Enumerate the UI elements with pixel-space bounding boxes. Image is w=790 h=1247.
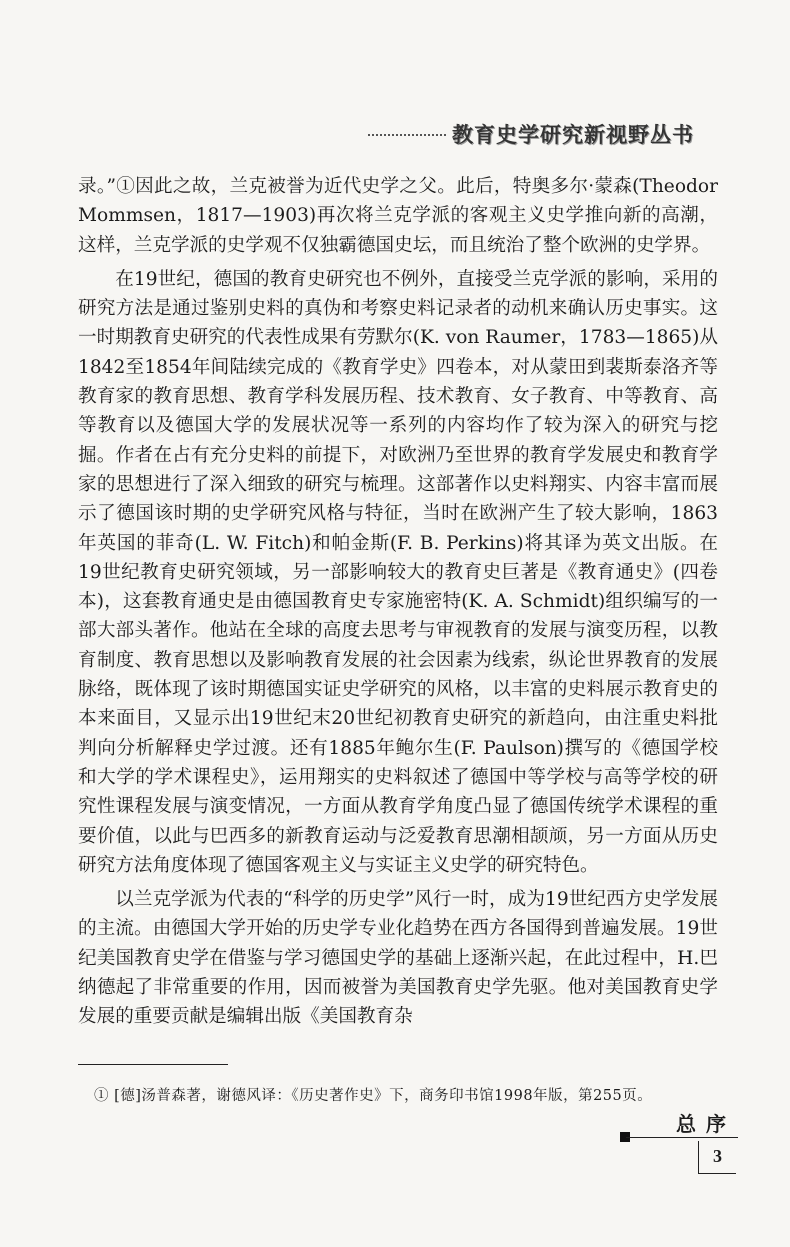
footnote-divider [78,1064,228,1065]
running-header [368,118,698,152]
page-number: 3 [698,1141,736,1174]
main-text [78,172,718,1037]
footer-rule [626,1137,738,1138]
paragraph-1: 录。”①因此之故，兰克被誉为近代史学之父。此后，特奥多尔·蒙森(Theodor Mommsen，1817—1903)再次将兰克学派的客观主义史学推向新的高潮，这样，兰克学派的史学观不仅独霸德国史坛，而且统治了整个欧洲的史学界。 [78,176,718,256]
paragraph-2: 在19世纪，德国的教育史研究也不例外，直接受兰克学派的影响，采用的研究方法是通过鉴别史料的真伪和考察史料记录者的动机来确认历史事实。这一时期教育史研究的代表性成果有劳默尔(K. von Raumer，1783—1865)从1842至1854年间陆续完成的《教育学史》四卷本，对从蒙田到裴斯泰洛齐等教育家的教育思想、教育学科发展历程、技术教育、女子教育、中等教育、高等教育以及德国大学的发展状况等一系列的内容均作了较为深入的研究与挖掘。作者在占有充分史料的前提下，对欧洲乃至世界的教育学发展史和教育学家的思想进行了深入细致的研究与梳理。这部著作以史料翔实、内容丰富而展示了德国该时期的史学研究风格与特征，当时在欧洲产生了较大影响，1863年英国的菲奇(L. W. Fitch)和帕金斯(F. B. Perkins)将其译为英文出版。在19世纪教育史研究领域，另一部影响较大的教育史巨著是《教育通史》(四卷本)，这套教育通史是由德国教育史专家施密特(K. A. Schmidt)组织编写的一部大部头著作。他站在全球的高度去思考与审视教育的发展与演变历程，以教育制度、教育思想以及影响教育发展的社会因素为线索，纵论世界教育的发展脉络，既体现了该时期德国实证史学研究的风格，以丰富的史料展示教育史的本来面目，又显示出19世纪末20世纪初教育史研究的新趋向，由注重史料批判向分析解释史学过渡。还有1885年鲍尔生(F. Paulson)撰写的《德国学校和大学的学术课程史》，运用翔实的史料叙述了德国中等学校与高等学校的研究性课程发展与演变情况，一方面从教育学角度凸显了德国传统学术课程的重要价值，以此与巴西多的新教育运动与泛爱教育思潮相颉颃，另一方面从历史研究方法角度体现了德国客观主义与实证主义史学的研究特色。 [78,268,718,876]
series-title: 教育史学研究新视野丛书 [448,118,698,152]
footnote: ① [德]汤普森著，谢德风译：《历史著作史》下，商务印书馆1998年版，第255页。 [94,1088,653,1104]
paragraph-3: 以兰克学派为代表的“科学的历史学”风行一时，成为19世纪西方史学发展的主流。由德国大学开始的历史学专业化趋势在西方各国得到普遍发展。19世纪美国教育史学在借鉴与学习德国史学的基础上逐渐兴起，在此过程中，H.巴纳德起了非常重要的作用，因而被誉为美国教育史学先驱。他对美国教育史学发展的重要贡献是编辑出版《美国教育杂 [78,889,718,1028]
section-label: 总序 [676,1112,736,1136]
